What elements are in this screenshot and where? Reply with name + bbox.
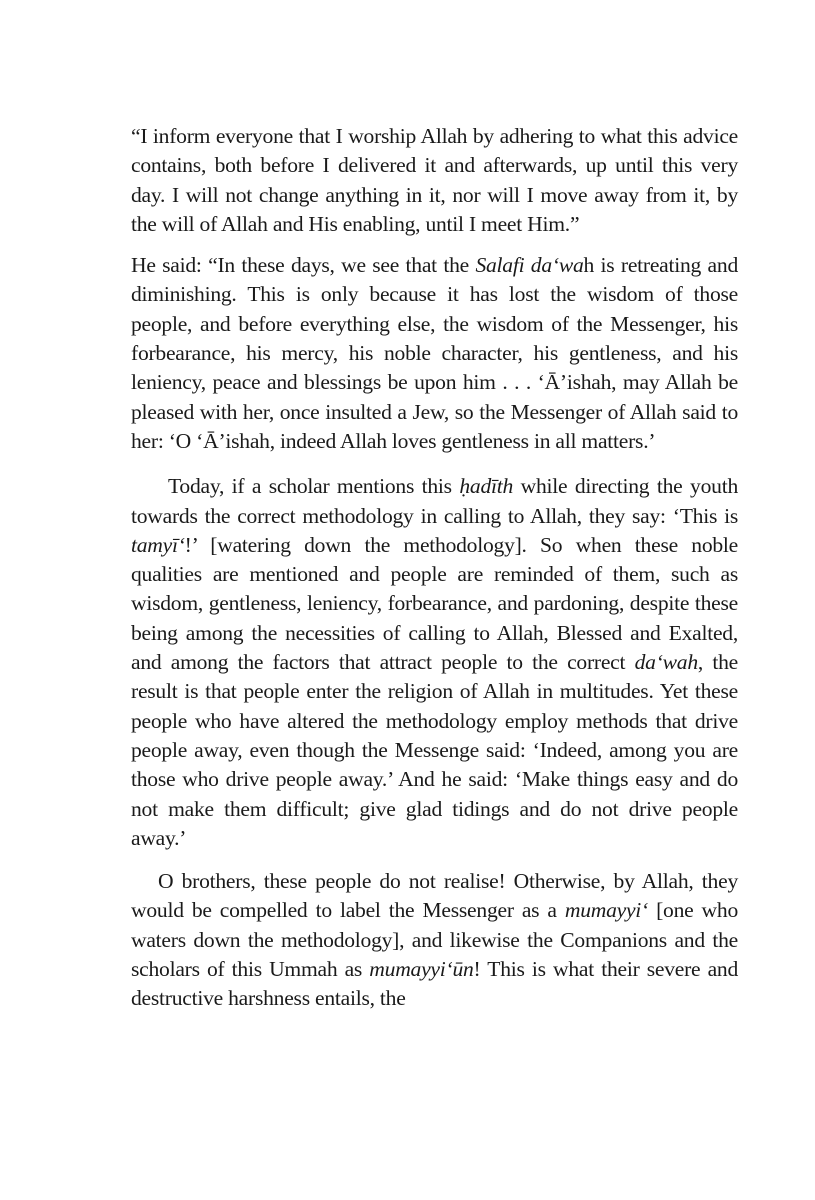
paragraph-hadith bbox=[131, 472, 738, 853]
text-segment: “I inform everyone that I worship Allah by adhering to what this advice contains, both before I delivered it and afterwards, up until this very day. I will not change anything in it, nor will I move away from it, by the will of Allah and His enabling, until I meet Him.” bbox=[131, 124, 738, 236]
text-segment: while directing the youth towards the correct methodology in calling to Allah, they say: ‘This is bbox=[131, 474, 738, 528]
italic-term: ḥadīth bbox=[459, 474, 514, 499]
italic-term: da‘wah bbox=[634, 650, 698, 675]
document-page bbox=[131, 122, 738, 1014]
italic-term: mumayyi‘ūn bbox=[369, 957, 474, 982]
italic-term: tamyī‘ bbox=[131, 532, 185, 557]
italic-term: mumayyi‘ bbox=[564, 898, 649, 923]
paragraph-brothers bbox=[131, 867, 738, 1013]
text-segment: [one who waters down the methodology], and likewise the Companions and the scholars of this Ummah as bbox=[131, 898, 738, 982]
text-segment: Today, if a scholar mentions this bbox=[168, 474, 460, 499]
paragraph-salafi-dawah bbox=[131, 251, 738, 456]
text-segment: O brothers, these people do not realise! Otherwise, by Allah, they would be compelled to label the Messenger as a bbox=[131, 869, 738, 923]
text-segment: !’ [watering down the methodology]. So when these noble qualities are mentioned and people are reminded of them, such as wisdom, gentleness, leniency, forbearance, and pardoning, despite these being among the necessities of calling to Allah, Blessed and Exalted, and among the factors that attract people to the correct bbox=[131, 532, 738, 675]
paragraph-quote bbox=[131, 122, 738, 239]
text-segment: He said: “In these days, we see that the bbox=[131, 253, 476, 278]
italic-term: Salafi da‘wa bbox=[475, 253, 584, 278]
text-segment: , the result is that people enter the religion of Allah in multitudes. Yet these people who have altered the methodology employ methods that drive people away, even though the Messenge said: ‘Indeed, among you are those who drive people away.’ And he said: ‘Make things easy and do not make them difficult; give glad tidings and do not drive people away.’ bbox=[131, 650, 738, 850]
text-segment: ! This is what their severe and destructive harshness entails, the bbox=[131, 957, 738, 1011]
text-segment: h is retreating and diminishing. This is only because it has lost the wisdom of those people, and before everything else, the wisdom of the Messenger, his forbearance, his mercy, his noble character, his gentleness, and his leniency, peace and blessings be upon him . . . ‘Ā’ishah, may Allah be pleased with her, once insulted a Jew, so the Messenger of Allah said to her: ‘O ‘Ā’ishah, indeed Allah loves gentleness in all matters.’ bbox=[131, 253, 738, 453]
